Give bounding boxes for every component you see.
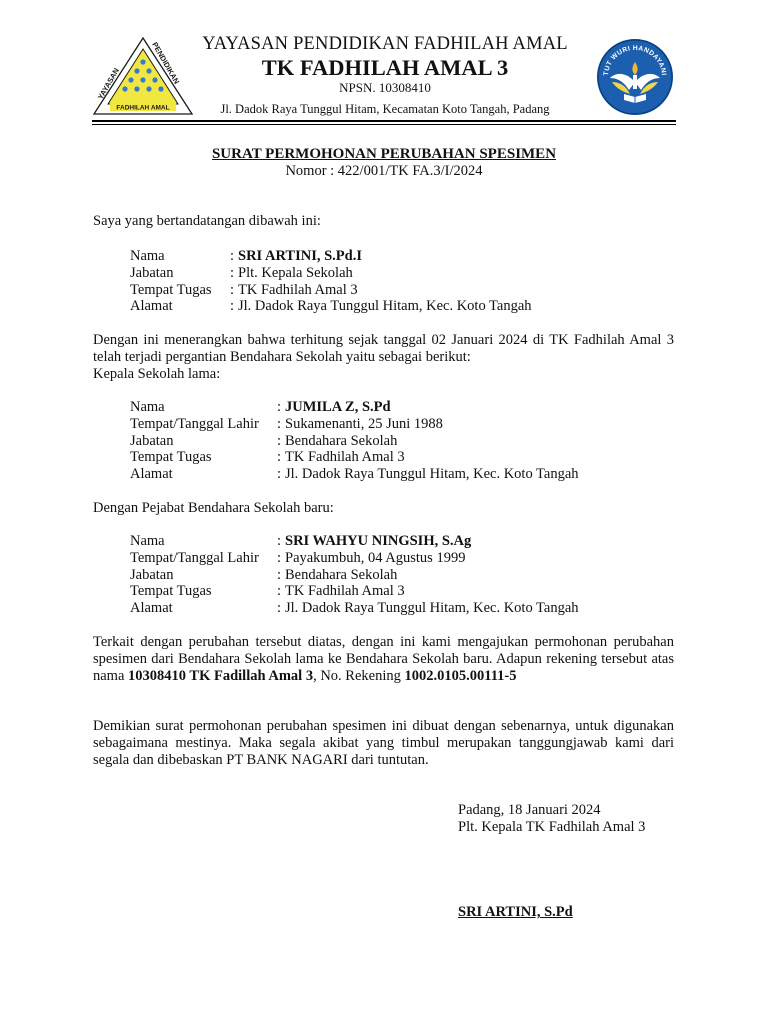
info-row: Tempat Tugas : TK Fadhilah Amal 3 [130, 282, 532, 299]
statement-paragraph: Dengan ini menerangkan bahwa terhitung sejak tanggal 02 Januari 2024 di TK Fadhilah Amal 3 telah terjadi pergantian Bendahara Sekolah yaitu sebagai berikut: [93, 332, 674, 365]
tut-wuri-handayani-logo [596, 38, 674, 116]
school-address: Jl. Dadok Raya Tunggul Hitam, Kecamatan Koto Tangah, Padang [220, 102, 550, 116]
logo-arc-right-text: PENDIDIKAN [150, 40, 182, 86]
info-label: Nama [130, 399, 165, 415]
letter-title: SURAT PERMOHONAN PERUBAHAN SPESIMEN [211, 146, 557, 162]
signer-name: SRI ARTINI, S.Pd [458, 904, 573, 920]
letter-number: Nomor : 422/001/TK FA.3/I/2024 [285, 163, 483, 179]
info-label: Jabatan [130, 264, 174, 281]
info-value: Jl. Dadok Raya Tunggul Hitam, Kec. Koto Tangah [238, 298, 532, 315]
info-value: Jl. Dadok Raya Tunggul Hitam, Kec. Koto Tangah [285, 466, 579, 483]
opening-line: Saya yang bertandatangan dibawah ini: [93, 213, 321, 229]
closing-paragraph: Demikian surat permohonan perubahan spesimen ini dibuat dengan sebenarnya, untuk digunakan sebagaimana mestinya. Maka segala akibat yang timbul merupakan tanggungjawab kami dari segala dan dibebaskan PT BANK NAGARI dari tuntutan. [93, 718, 674, 768]
info-row: Tempat/Tanggal Lahir : Sukamenanti, 25 Juni 1988 [130, 416, 579, 433]
info-label: Nama [130, 533, 165, 549]
info-label: Alamat [130, 600, 173, 617]
info-row: Tempat Tugas : TK Fadhilah Amal 3 [130, 583, 579, 600]
old-treasurer-heading: Kepala Sekolah lama: [93, 366, 221, 382]
new-treasurer-heading: Dengan Pejabat Bendahara Sekolah baru: [93, 500, 334, 516]
info-value: Payakumbuh, 04 Agustus 1999 [285, 549, 466, 566]
info-label: Tempat/Tanggal Lahir [130, 549, 259, 566]
logo-arc-left-text: YAYASAN [95, 66, 121, 101]
info-label: Nama [130, 248, 165, 264]
letterhead-divider [92, 120, 676, 122]
info-row: Nama : SRI WAHYU NINGSIH, S.Ag [130, 533, 579, 550]
logo-band-text: FADHILAH AMAL [116, 104, 170, 112]
foundation-logo [92, 36, 194, 116]
place-date: Padang, 18 Januari 2024 [458, 802, 601, 818]
info-value: Sukamenanti, 25 Juni 1988 [285, 415, 443, 432]
info-row: Jabatan : Plt. Kepala Sekolah [130, 265, 532, 282]
school-name: TK FADHILAH AMAL 3 [261, 55, 509, 80]
info-row: Alamat : Jl. Dadok Raya Tunggul Hitam, Kec. Koto Tangah [130, 298, 532, 315]
info-row: Alamat : Jl. Dadok Raya Tunggul Hitam, Kec. Koto Tangah [130, 600, 579, 617]
request-text-middle: , No. Rekening [313, 667, 401, 684]
info-row: Jabatan : Bendahara Sekolah [130, 567, 579, 584]
letterhead-divider-thin [92, 124, 676, 125]
signer-title: Plt. Kepala TK Fadhilah Amal 3 [458, 819, 646, 835]
account-name: 10308410 TK Fadillah Amal 3 [128, 667, 314, 684]
info-label: Alamat [130, 298, 173, 315]
info-label: Tempat Tugas [130, 583, 212, 600]
info-value: SRI ARTINI, S.Pd.I [238, 248, 362, 264]
info-label: Tempat Tugas [130, 449, 212, 466]
info-value: TK Fadhilah Amal 3 [238, 281, 358, 298]
info-value: Jl. Dadok Raya Tunggul Hitam, Kec. Koto Tangah [285, 600, 579, 617]
info-value: TK Fadhilah Amal 3 [285, 449, 405, 466]
info-row: Alamat : Jl. Dadok Raya Tunggul Hitam, Kec. Koto Tangah [130, 466, 579, 483]
info-value: TK Fadhilah Amal 3 [285, 583, 405, 600]
info-value: Bendahara Sekolah [285, 566, 398, 583]
info-row: Nama : JUMILA Z, S.Pd [130, 399, 579, 416]
info-label: Tempat/Tanggal Lahir [130, 415, 259, 432]
info-value: Plt. Kepala Sekolah [238, 264, 353, 281]
info-row: Tempat Tugas : TK Fadhilah Amal 3 [130, 449, 579, 466]
new-treasurer-table [130, 533, 579, 617]
info-value: JUMILA Z, S.Pd [285, 399, 391, 415]
info-label: Alamat [130, 466, 173, 483]
info-label: Tempat Tugas [130, 281, 212, 298]
foundation-name: YAYASAN PENDIDIKAN FADHILAH AMAL [202, 34, 568, 54]
info-row: Jabatan : Bendahara Sekolah [130, 433, 579, 450]
info-row: Nama : SRI ARTINI, S.Pd.I [130, 248, 532, 265]
request-text: Terkait dengan perubahan tersebut diatas, dengan ini kami mengajukan permohonan perubahan spesimen dari Bendahara Sekolah lama ke Bendahara Sekolah baru. Adapun rekening tersebut atas nama [93, 634, 674, 684]
info-row: Tempat/Tanggal Lahir : Payakumbuh, 04 Agustus 1999 [130, 550, 579, 567]
school-npsn: NPSN. 10308410 [339, 80, 431, 95]
logo-motto-text: TUT WURI HANDAYANI [602, 44, 667, 77]
info-label: Jabatan [130, 566, 174, 583]
old-treasurer-table [130, 399, 579, 483]
info-value: SRI WAHYU NINGSIH, S.Ag [285, 533, 472, 549]
account-number: 1002.0105.00111-5 [404, 667, 517, 684]
signer-info-table [130, 248, 532, 315]
info-value: Bendahara Sekolah [285, 432, 398, 449]
request-paragraph [93, 634, 674, 684]
info-label: Jabatan [130, 432, 174, 449]
